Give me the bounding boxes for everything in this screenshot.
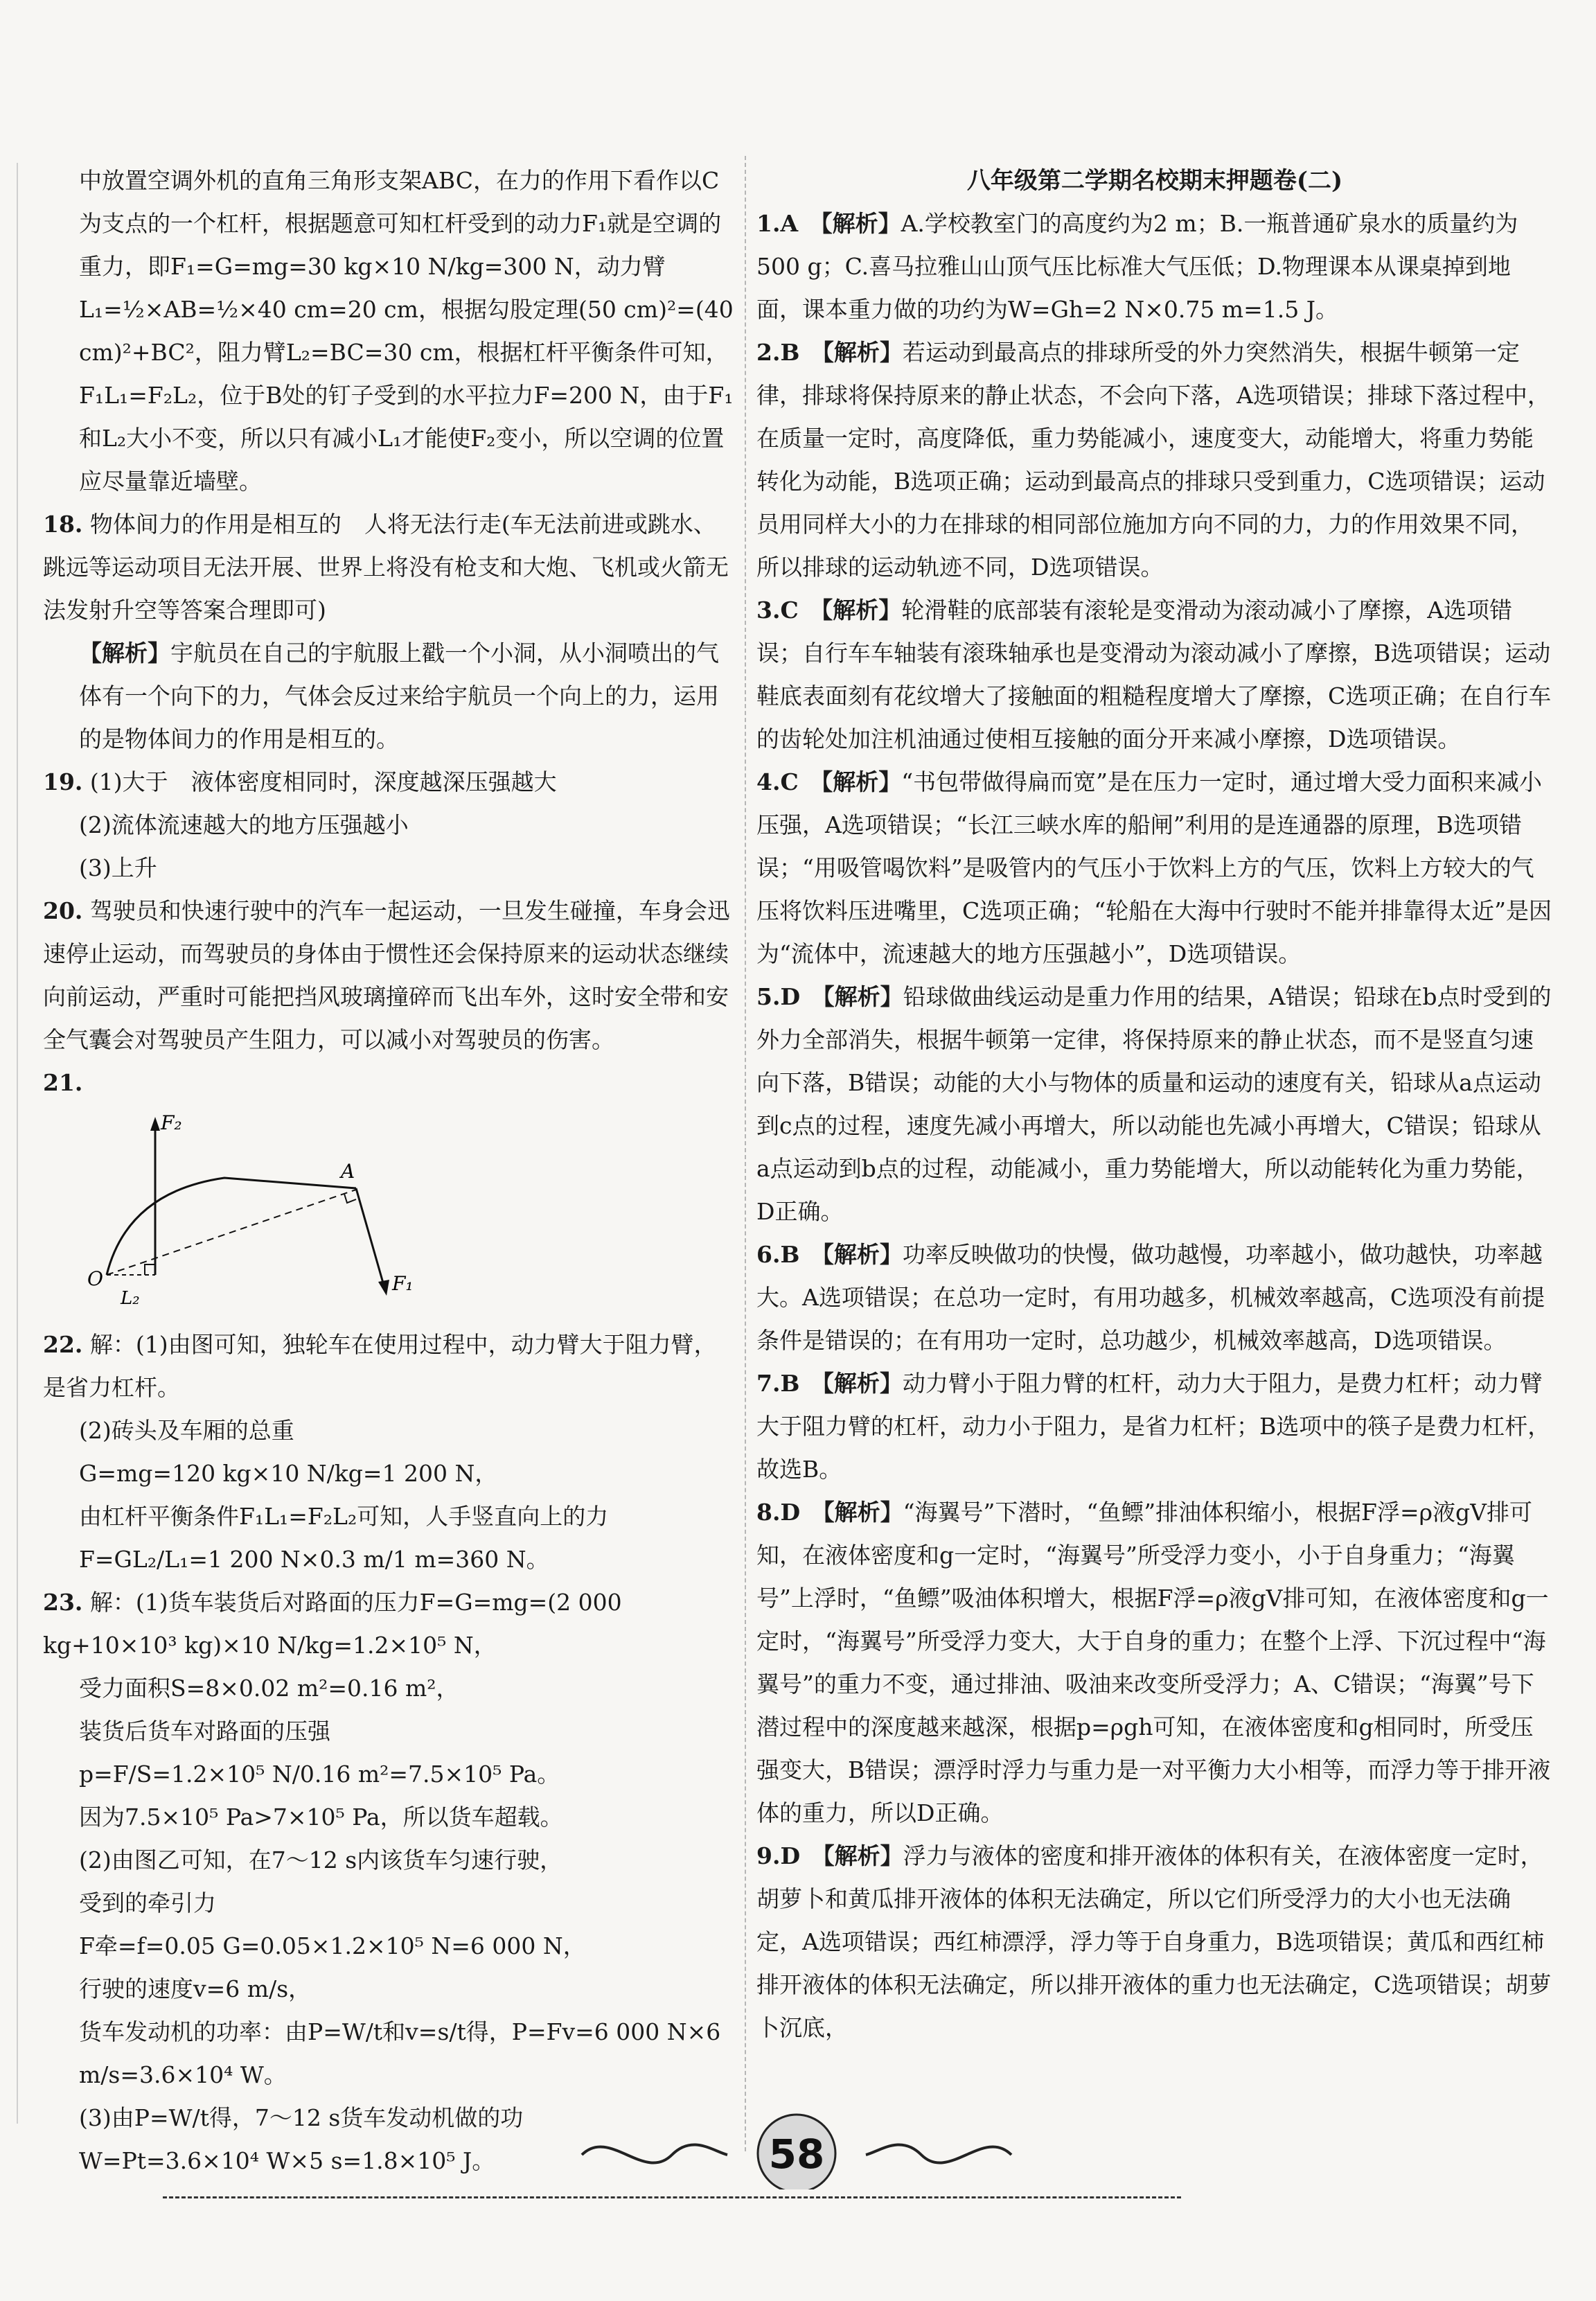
item-answer: B xyxy=(780,339,800,366)
f1-arrowhead xyxy=(378,1280,389,1296)
item-number: 4. xyxy=(756,768,781,795)
q22-line-5: F=GL₂/L₁=1 200 N×0.3 m/1 m=360 N。 xyxy=(79,1546,549,1573)
left-margin-rule xyxy=(17,163,18,2124)
q23-number: 23. xyxy=(43,1589,83,1616)
label-o: O xyxy=(87,1267,103,1290)
item-answer: C xyxy=(780,768,799,795)
item-text: 铅球做曲线运动是重力作用的结果，A错误；铅球在b点时受到的外力全部消失，根据牛顿第一定律，将保持原来的静止状态，而不是竖直匀速向下落，B错误；动能的大小与物体的质量和运动的速度有关，铅球从a点运动到c点的过程，速度先减小再增大，所以动能也先减小再增大，C错误；铅球从a点运动到b点的过程，动能减小，重力势能增大，所以动能转化为重力势能，D正确。 xyxy=(756,983,1552,1225)
q23-line-5: 因为7.5×10⁵ Pa>7×10⁵ Pa，所以货车超载。 xyxy=(79,1804,563,1831)
item-answer: D xyxy=(780,1499,801,1526)
item-tag: 【解析】 xyxy=(822,1241,903,1268)
q22-line-3: G=mg=120 kg×10 N/kg=1 200 N， xyxy=(79,1460,498,1487)
item-tag: 【解析】 xyxy=(821,597,902,624)
item-answer: C xyxy=(780,597,799,624)
q20-answer: 驾驶员和快速行驶中的汽车一起运动，一旦发生碰撞，车身会迅速停止运动，而驾驶员的身体由于惯性还会保持原来的运动状态继续向前运动，严重时可能把挡风玻璃撞碎而飞出车外，这时安全带和安全气囊会对驾驶员产生阻力，可以减小对驾驶员的伤害。 xyxy=(43,897,730,1053)
label-f2: F₂ xyxy=(161,1111,182,1134)
column-divider xyxy=(745,156,746,2151)
q22-line-2: (2)砖头及车厢的总重 xyxy=(79,1417,294,1444)
item-number: 1. xyxy=(756,210,781,237)
page-number: 58 xyxy=(768,2131,825,2178)
f1-arrow-line xyxy=(356,1188,384,1285)
label-f1: F₁ xyxy=(392,1272,414,1295)
right-column xyxy=(756,159,1553,2049)
item-tag: 【解析】 xyxy=(823,983,903,1010)
lever-diagram xyxy=(79,1109,736,1316)
q20-number: 20. xyxy=(43,897,83,924)
item-text: A.学校教室门的高度约为2 m；B.一瓶普通矿泉水的质量约为500 g；C.喜马拉雅山山顶气压比标准大气压低；D.物理课本从课桌掉到地面，课本重力做的功约为W=Gh=2 N×0.75 m=1.5 J。 xyxy=(756,210,1518,323)
item-tag: 【解析】 xyxy=(821,210,901,237)
q18-tag: 【解析】 xyxy=(79,640,170,667)
q23-line-7: 受到的牵引力 xyxy=(79,1889,216,1916)
q23-line-9: 行驶的速度v=6 m/s， xyxy=(79,1975,312,2002)
q21-number: 21. xyxy=(43,1069,83,1096)
item-answer: A xyxy=(780,210,799,237)
item-number: 6. xyxy=(756,1241,781,1268)
f2-arrowhead xyxy=(150,1117,160,1131)
q18-explanation xyxy=(43,632,736,761)
q23-line-4: p=F/S=1.2×10⁵ N/0.16 m²=7.5×10⁵ Pa。 xyxy=(79,1761,560,1788)
item-answer: B xyxy=(780,1241,800,1268)
item-number: 2. xyxy=(756,339,781,366)
q18-answer: 物体间力的作用是相互的 人将无法行走(车无法前进或跳水、跳远等运动项目无法开展、世界上将没有枪支和大炮、飞机或火箭无法发射升空等答案合理即可) xyxy=(43,511,729,624)
answer-item-3 xyxy=(756,589,1553,761)
answer-item-9 xyxy=(756,1835,1553,2049)
ornament-left-swirl xyxy=(582,2144,727,2162)
question-22 xyxy=(43,1323,736,1409)
item-tag: 【解析】 xyxy=(821,768,902,795)
label-a: A xyxy=(341,1160,355,1183)
question-20 xyxy=(43,890,736,1061)
q19-line-1: (1)大于 液体密度相同时，深度越深压强越大 xyxy=(89,768,557,795)
label-l2: L₂ xyxy=(121,1288,140,1309)
item-tag: 【解析】 xyxy=(822,339,903,366)
lever-curve xyxy=(107,1178,356,1275)
item-text: 动力臂小于阻力臂的杠杆，动力大于阻力，是费力杠杆；动力臂大于阻力臂的杠杆，动力小于阻力，是省力杠杆；B选项中的筷子是费力杠杆，故选B。 xyxy=(756,1370,1551,1483)
item-number: 8. xyxy=(756,1499,781,1526)
q23-line-3: 装货后货车对路面的压强 xyxy=(79,1718,330,1745)
right-angle-mark-o xyxy=(145,1264,155,1275)
item-number: 3. xyxy=(756,597,781,624)
q22-line-1: 解：(1)由图可知，独轮车在使用过程中，动力臂大于阻力臂，是省力杠杆。 xyxy=(43,1331,717,1401)
item-text: 功率反映做功的快慢，做功越慢，功率越小，做功越快，功率越大。A选项错误；在总功一定时，有用功越多，机械效率越高，C选项没有前提条件是错误的；在有用功一定时，总功越少，机械效率越高，D选项错误。 xyxy=(756,1241,1545,1354)
footer-dashed-line xyxy=(163,2196,1181,2198)
q18-explanation-text: 宇航员在自己的宇航服上戳一个小洞，从小洞喷出的气体有一个向下的力，气体会反过来给宇航员一个向上的力，运用的是物体间力的作用是相互的。 xyxy=(79,640,719,752)
item-tag: 【解析】 xyxy=(823,1499,903,1526)
answer-item-4 xyxy=(756,761,1553,976)
l1-dashed-line xyxy=(107,1190,356,1275)
question-21 xyxy=(43,1061,736,1104)
answer-item-7 xyxy=(756,1362,1553,1491)
item-number: 9. xyxy=(756,1842,781,1869)
item-tag: 【解析】 xyxy=(823,1842,903,1869)
item-tag: 【解析】 xyxy=(822,1370,903,1397)
question-19 xyxy=(43,761,736,804)
answer-item-1 xyxy=(756,202,1553,331)
q23-line-8: F牵=f=0.05 G=0.05×1.2×10⁵ N=6 000 N， xyxy=(79,1932,586,1959)
q22-number: 22. xyxy=(43,1331,83,1358)
item-answer: D xyxy=(780,983,801,1010)
item-number: 7. xyxy=(756,1370,781,1397)
q23-line-10: 货车发动机的功率：由P=W/t和v=s/t得，P=Fv=6 000 N×6 m/s=3.6×10⁴ W。 xyxy=(79,2018,721,2088)
question-18 xyxy=(43,503,736,632)
q23-line-2: 受力面积S=8×0.02 m²=0.16 m²， xyxy=(79,1675,459,1702)
q23-line-12: W=Pt=3.6×10⁴ W×5 s=1.8×10⁵ J。 xyxy=(79,2147,495,2174)
q18-number: 18. xyxy=(43,511,83,538)
answer-item-6 xyxy=(756,1233,1553,1362)
item-text: 浮力与液体的密度和排开液体的体积有关，在液体密度一定时，胡萝卜和黄瓜排开液体的体积无法确定，所以它们所受浮力的大小也无法确定，A选项错误；西红柿漂浮，浮力等于自身重力，B选项错误；黄瓜和西红柿排开液体的体积无法确定，所以排开液体的重力也无法确定，C选项错误；胡萝卜沉底， xyxy=(756,1842,1552,2041)
answer-item-5 xyxy=(756,976,1553,1233)
exam-title: 八年级第二学期名校期末押题卷(二) xyxy=(966,167,1343,195)
q23-line-1: 解：(1)货车装货后对路面的压力F=G=mg=(2 000 kg+10×10³ kg)×10 N/kg=1.2×10⁵ N， xyxy=(43,1589,622,1659)
q23-line-11: (3)由P=W/t得，7～12 s货车发动机做的功 xyxy=(79,2104,524,2131)
item-text: “书包带做得扁而宽”是在压力一定时，通过增大受力面积来减小压强，A选项错误；“长江三峡水库的船闸”利用的是连通器的原理，B选项错误；“用吸管喝饮料”是吸管内的气压小于饮料上方的气压，饮料上方较大的气压将饮料压进嘴里，C选项正确；“轮船在大海中行驶时不能并排靠得太近”是因为“流体中，流速越大的地方压强越小”，D选项错误。 xyxy=(756,768,1552,967)
q23-line-6: (2)由图乙可知，在7～12 s内该货车匀速行驶， xyxy=(79,1846,563,1874)
lever-diagram-svg xyxy=(79,1109,425,1316)
item-text: 若运动到最高点的排球所受的外力突然消失，根据牛顿第一定律，排球将保持原来的静止状态，不会向下落，A选项错误；排球下落过程中，在质量一定时，高度降低，重力势能减小，速度变大，动能增大，将重力势能转化为动能，B选项正确；运动到最高点的排球只受到重力，C选项错误；运动员用同样大小的力在排球的相同部位施加方向不同的力，力的作用效果不同，所以排球的运动轨迹不同，D选项错误。 xyxy=(756,339,1550,581)
q17-continuation: 中放置空调外机的直角三角形支架ABC，在力的作用下看作以C为支点的一个杠杆，根据题意可知杠杆受到的动力F₁就是空调的重力，即F₁=G=mg=30 kg×10 N/kg=300 N，动力臂L₁=½×AB=½×40 cm=20 cm，根据勾股定理(50 cm)²=(40 cm)²+BC²，阻力臂L₂=BC=30 cm，根据杠杆平衡条件可知，F₁L₁=F₂L₂，位于B处的钉子受到的水平拉力F=200 N，由于F₁和L₂大小不变，所以只有减小L₁才能使F₂变小，所以空调的位置应尽量靠近墙壁。 xyxy=(79,167,734,495)
question-23 xyxy=(43,1581,736,1667)
item-text: “海翼号”下潜时，“鱼鳔”排油体积缩小，根据F浮=ρ液gV排可知，在液体密度和g一定时，“海翼号”所受浮力变小，小于自身重力；“海翼号”上浮时，“鱼鳔”吸油体积增大，根据F浮=ρ液gV排可知，在液体密度和g一定时，“海翼号”所受浮力变大，大于自身的重力；在整个上浮、下沉过程中“海翼号”的重力不变，通过排油、吸油来改变所受浮力；A、C错误；“海翼”号下潜过程中的深度越来越深，根据p=ρgh可知，在液体密度和g相同时，所受压强变大，B错误；漂浮时浮力与重力是一对平衡力大小相等，而浮力等于排开液体的重力，所以D正确。 xyxy=(756,1499,1551,1826)
right-angle-mark-a xyxy=(344,1194,356,1203)
ornament-right-swirl xyxy=(866,2144,1011,2162)
q19-line-2: (2)流体流速越大的地方压强越小 xyxy=(79,811,409,838)
left-column xyxy=(43,159,736,2183)
q19-line-3: (3)上升 xyxy=(79,854,157,881)
item-answer: B xyxy=(780,1370,800,1397)
item-text: 轮滑鞋的底部装有滚轮是变滑动为滚动减小了摩擦，A选项错误；自行车车轴装有滚珠轴承也是变滑动为滚动减小了摩擦，B选项错误；运动鞋底表面刻有花纹增大了接触面的粗糙程度增大了摩擦，C选项正确；在自行车的齿轮处加注机油通过使相互接触的面分开来减小摩擦，D选项错误。 xyxy=(756,597,1552,752)
q22-line-4: 由杠杆平衡条件F₁L₁=F₂L₂可知，人手竖直向上的力 xyxy=(79,1503,609,1530)
q19-number: 19. xyxy=(43,768,83,795)
answer-item-8 xyxy=(756,1491,1553,1835)
item-number: 5. xyxy=(756,983,781,1010)
item-answer: D xyxy=(780,1842,801,1869)
answer-item-2 xyxy=(756,331,1553,589)
